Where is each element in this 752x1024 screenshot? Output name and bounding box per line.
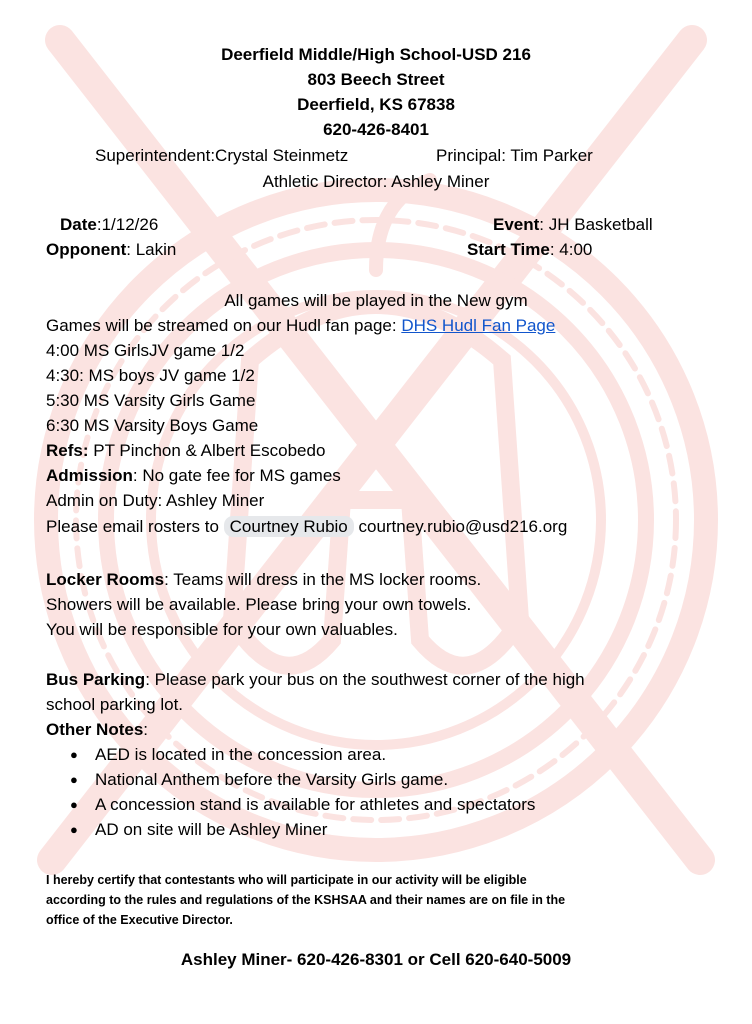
admission xyxy=(46,466,341,486)
opponent-value: : Lakin xyxy=(126,240,177,259)
opponent-label: Opponent xyxy=(46,240,127,259)
locker-rooms-label: Locker Rooms xyxy=(46,570,165,589)
date-label: Date xyxy=(60,215,97,234)
stream-note xyxy=(46,316,555,336)
game-item: 4:30: MS boys JV game 1/2 xyxy=(46,366,255,385)
locker-rooms-line3: You will be responsible for your own valuables. xyxy=(46,620,398,639)
admin-on-duty: Admin on Duty: Ashley Miner xyxy=(46,491,265,510)
other-notes-colon: : xyxy=(143,720,149,739)
date-value: :1/12/26 xyxy=(96,215,159,234)
event-date xyxy=(60,215,158,235)
school-name: Deerfield Middle/High School-USD 216 xyxy=(221,45,531,64)
school-street: 803 Beech Street xyxy=(307,70,445,89)
stream-text: Games will be streamed on our Hudl fan page: xyxy=(46,316,402,335)
principal: Principal: Tim Parker xyxy=(436,146,593,165)
bus-parking-text: : Please park your bus on the southwest corner of the high xyxy=(145,670,585,689)
locker-rooms-line1 xyxy=(46,570,481,590)
note-item: AD on site will be Ashley Miner xyxy=(95,820,328,839)
game-item: 6:30 MS Varsity Boys Game xyxy=(46,416,259,435)
other-notes-label: Other Notes xyxy=(46,720,144,739)
event-label: Event xyxy=(493,215,540,234)
event-opponent xyxy=(46,240,176,260)
hudl-fan-page-link[interactable]: DHS Hudl Fan Page xyxy=(401,316,556,335)
rosters-text: Please email rosters to xyxy=(46,517,224,536)
athletic-director: Athletic Director: Ashley Miner xyxy=(262,172,490,191)
game-item: 4:00 MS GirlsJV game 1/2 xyxy=(46,341,245,360)
admission-label: Admission xyxy=(46,466,133,485)
event-value: : JH Basketball xyxy=(539,215,653,234)
event-start-time xyxy=(467,240,592,260)
rosters-email: courtney.rubio@usd216.org xyxy=(353,517,568,536)
note-item: National Anthem before the Varsity Girls game. xyxy=(95,770,449,789)
bullet-dot-icon: ● xyxy=(70,772,78,787)
school-phone: 620-426-8401 xyxy=(323,120,429,139)
bus-parking-line2: school parking lot. xyxy=(46,695,184,714)
game-item: 5:30 MS Varsity Girls Game xyxy=(46,391,256,410)
bus-parking-line1 xyxy=(46,670,585,690)
bus-parking-label: Bus Parking xyxy=(46,670,146,689)
certification-line2: according to the rules and regulations of the KSHSAA and their names are on file in the xyxy=(46,893,566,907)
superintendent: Superintendent:Crystal Steinmetz xyxy=(95,146,349,165)
start-time-value: : 4:00 xyxy=(549,240,593,259)
start-time-label: Start Time xyxy=(467,240,550,259)
certification-line1: I hereby certify that contestants who will participate in our activity will be eligible xyxy=(46,873,527,887)
refs-label: Refs: xyxy=(46,441,89,460)
bullet-dot-icon: ● xyxy=(70,747,78,762)
locker-rooms-text: : Teams will dress in the MS locker rooms. xyxy=(164,570,482,589)
footer-contact: Ashley Miner- 620-426-8301 or Cell 620-640-5009 xyxy=(180,950,572,969)
bullet-dot-icon: ● xyxy=(70,797,78,812)
note-item: A concession stand is available for athletes and spectators xyxy=(95,795,536,814)
admission-value: : No gate fee for MS games xyxy=(132,466,341,485)
bullet-dot-icon: ● xyxy=(70,822,78,837)
school-city: Deerfield, KS 67838 xyxy=(297,95,455,114)
refs xyxy=(46,441,325,461)
rosters-note xyxy=(46,517,567,537)
refs-value: PT Pinchon & Albert Escobedo xyxy=(88,441,326,460)
note-item: AED is located in the concession area. xyxy=(95,745,387,764)
certification-line3: office of the Executive Director. xyxy=(46,913,233,927)
venue-note: All games will be played in the New gym xyxy=(224,291,528,310)
other-notes-heading xyxy=(46,720,148,740)
courtney-rubio-person-chip[interactable]: Courtney Rubio xyxy=(224,516,354,537)
locker-rooms-line2: Showers will be available. Please bring your own towels. xyxy=(46,595,472,614)
event-type xyxy=(493,215,653,235)
